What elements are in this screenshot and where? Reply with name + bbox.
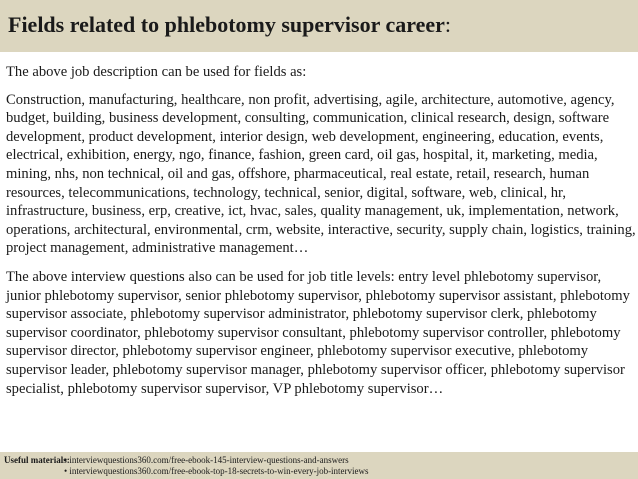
footer-link-ebook-145[interactable]: • interviewquestions360.com/free-ebook-145-interview-questions-and-answers (64, 455, 349, 465)
title-bar (0, 0, 638, 52)
intro-text: The above job description can be used for fields as: (6, 64, 307, 80)
footer-label: Useful materials: (4, 455, 70, 465)
page-title-colon: : (444, 12, 452, 37)
footer-bar (0, 452, 638, 479)
footer-link-ebook-top-18[interactable]: • interviewquestions360.com/free-ebook-top-18-secrets-to-win-every-job-interviews (64, 466, 369, 476)
fields-paragraph: Construction, manufacturing, healthcare, non profit, advertising, agile, architecture, automotive, agency, budget, building, business development, consulting, communication, clinical research, design, software development, product development, interior design, web development, engineering, education, events, electrical, exhibition, energy, ngo, finance, fashion, green card, oil gas, hospital, it, marketing, media, mining, nhs, non technical, oil and gas, offshore, pharmaceutical, real estate, retail, research, human resources, telecommunications, technology, technical, senior, digital, software, web, clinical, hr, infrastructure, business, erp, creative, ict, hvac, sales, quality management, uk, implementation, network, operations, architectural, environmental, crm, website, interactive, security, supply chain, logistics, training, project management, administrative management… (6, 91, 636, 257)
page-title-text: Fields related to phlebotomy supervisor career (8, 12, 445, 37)
page-title (8, 12, 451, 38)
job-titles-paragraph: The above interview questions also can be used for job title levels: entry level phlebotomy supervisor, junior phlebotomy supervisor, senior phlebotomy supervisor, phlebotomy supervisor assistant, phlebotomy supervisor associate, phlebotomy supervisor administrator, phlebotomy supervisor clerk, phlebotomy supervisor coordinator, phlebotomy supervisor consultant, phlebotomy supervisor controller, phlebotomy supervisor director, phlebotomy supervisor engineer, phlebotomy supervisor executive, phlebotomy supervisor leader, phlebotomy supervisor manager, phlebotomy supervisor officer, phlebotomy supervisor specialist, phlebotomy supervisor supervisor, VP phlebotomy supervisor… (6, 268, 630, 397)
content-body (6, 63, 636, 398)
